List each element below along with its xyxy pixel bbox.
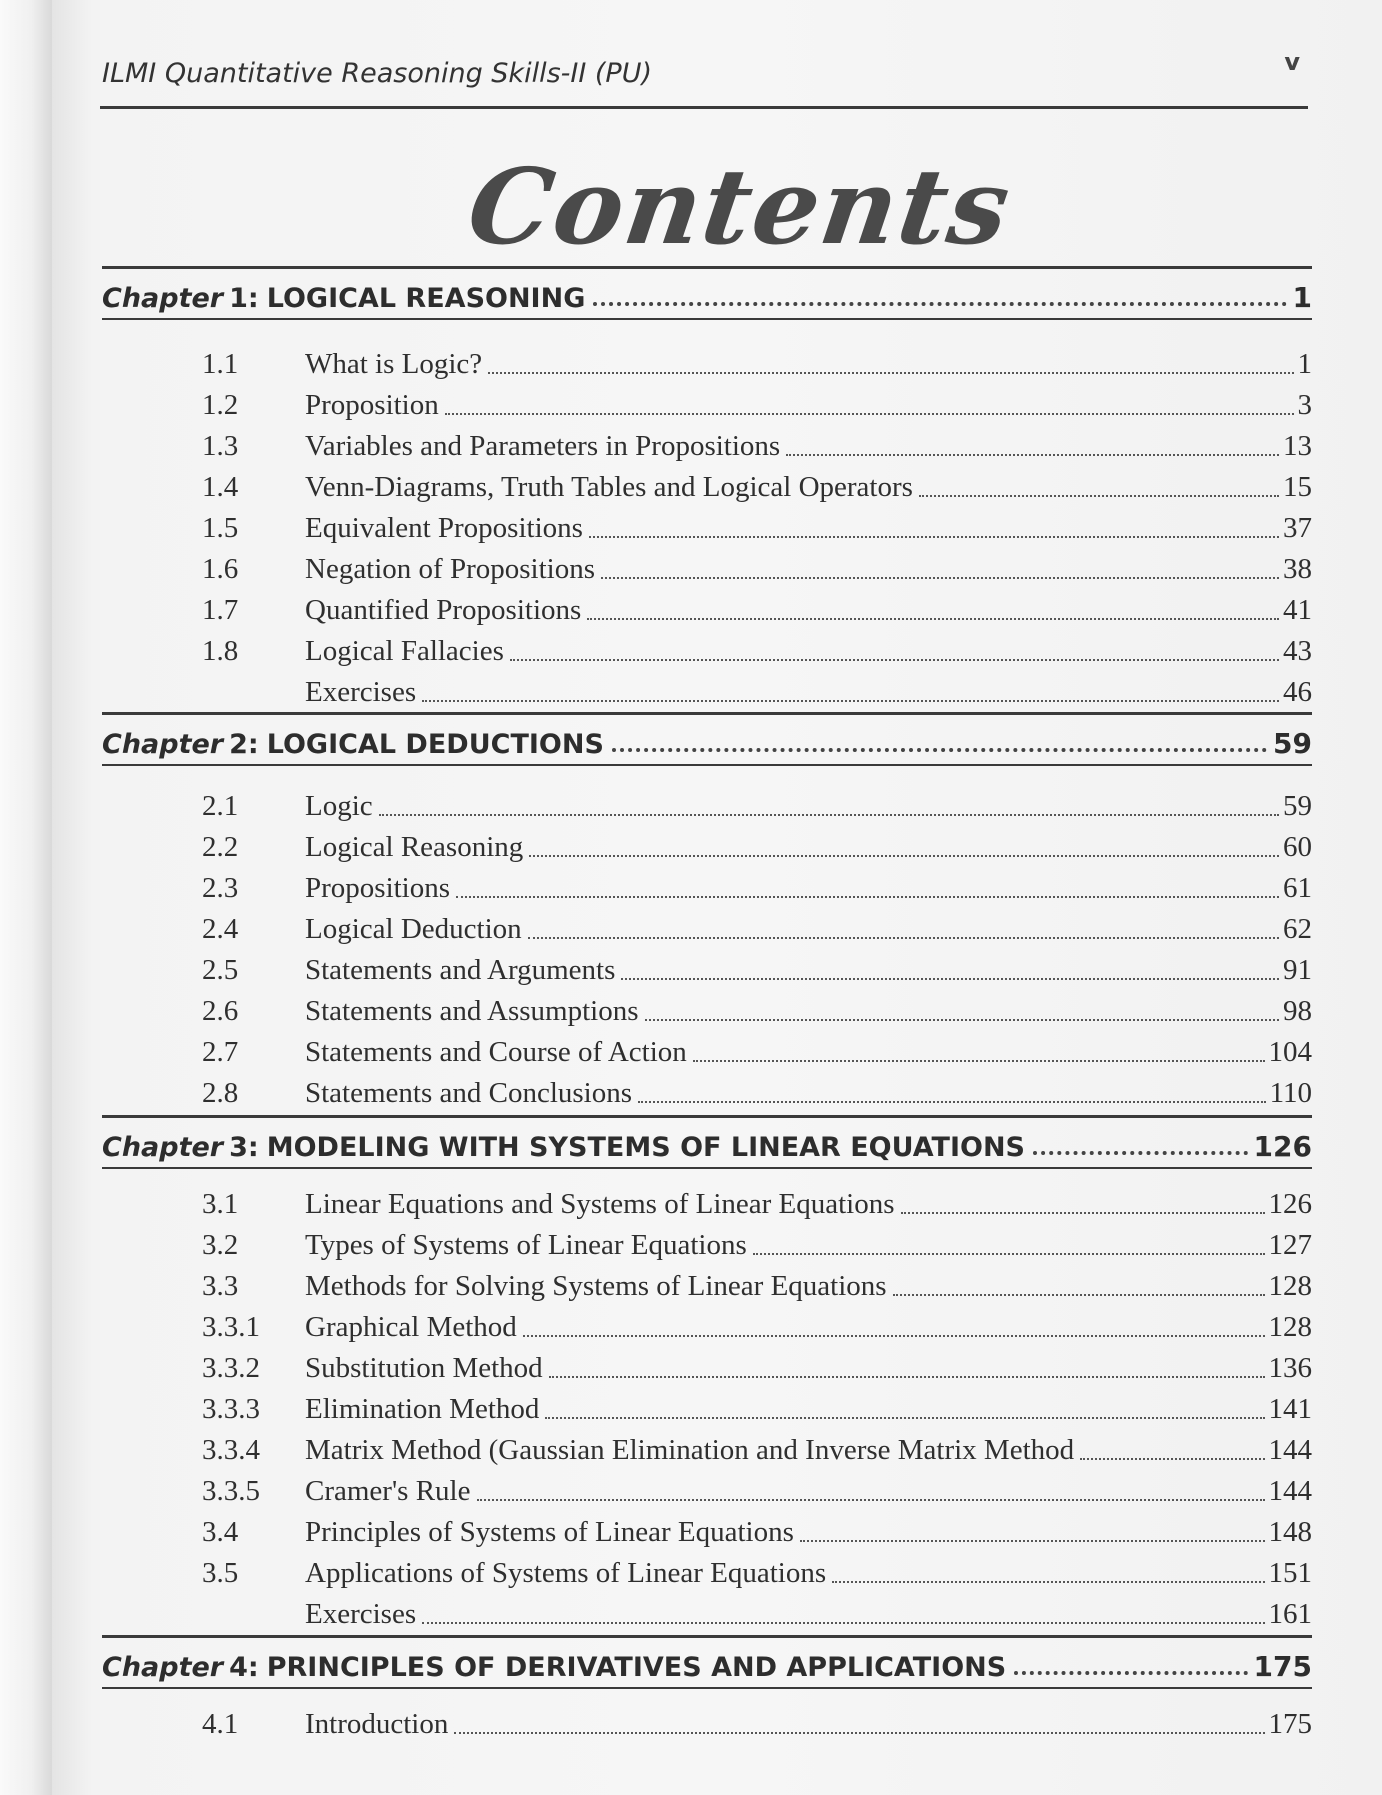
entry-title: Statements and Conclusions [305,1077,633,1109]
entry-page: 110 [1269,1077,1312,1109]
dot-leader [422,700,1279,702]
dot-leader [919,495,1279,497]
entry-page: 151 [1268,1557,1312,1589]
chapter-number: 4: [229,1652,259,1683]
toc-entry [202,946,1312,987]
dot-leader [601,577,1279,579]
chapter-title: PRINCIPLES OF DERIVATIVES AND APPLICATIONS [266,1652,1007,1683]
toc-entry [202,586,1312,627]
chapter-heading-1 [102,266,1312,320]
entry-page: 148 [1268,1516,1312,1548]
entry-number: 2.2 [202,831,239,863]
chapter-page: 175 [1253,1650,1312,1683]
toc-entry [202,1344,1312,1385]
dot-leader [612,748,1267,752]
chapter-number: 2: [229,729,259,760]
toc-entry [202,1467,1312,1508]
toc-entry [202,627,1312,668]
book-title: ILMI Quantitative Reasoning Skills-II (PU) [102,58,653,89]
entry-number: 3.3.4 [202,1434,260,1466]
entry-title: Introduction [305,1708,449,1740]
chapter-label: Chapter [102,1652,224,1683]
entry-number: 2.1 [202,790,239,822]
toc-entry [202,1303,1312,1344]
entry-number: 3.3.1 [202,1311,260,1343]
entry-page: 46 [1283,676,1312,708]
entry-title: Statements and Course of Action [305,1036,687,1068]
entry-number: 3.3.3 [202,1393,260,1425]
entry-page: 141 [1268,1393,1312,1425]
entry-title: Exercises [305,1598,417,1630]
toc-entry [202,1180,1312,1221]
dot-leader [621,978,1279,980]
entry-title: Principles of Systems of Linear Equations [305,1516,794,1548]
toc-entry [202,1385,1312,1426]
entry-number: 2.4 [202,913,239,945]
entry-page: 37 [1283,512,1312,544]
chapter-heading-2 [102,712,1312,766]
toc-entry [202,1069,1312,1110]
chapter-label: Chapter [102,729,224,760]
entry-title: Linear Equations and Systems of Linear Equations [305,1188,895,1220]
entry-page: 104 [1268,1036,1312,1068]
entry-page: 126 [1268,1188,1312,1220]
entry-number: 2.8 [202,1077,239,1109]
entry-page: 128 [1268,1270,1312,1302]
toc-entry [202,1508,1312,1549]
entry-number: 1.7 [202,594,239,626]
entry-number: 3.3.5 [202,1475,260,1507]
chapter-title: LOGICAL DEDUCTIONS [266,729,604,760]
dot-leader [422,1622,1264,1624]
dot-leader [1033,1151,1248,1155]
entry-number: 3.5 [202,1557,239,1589]
dot-leader [1014,1671,1247,1675]
entry-page: 59 [1283,790,1312,822]
entry-page: 91 [1283,954,1312,986]
entry-title: Venn-Diagrams, Truth Tables and Logical Operators [305,471,913,503]
entry-number: 2.7 [202,1036,239,1068]
dot-leader [445,413,1294,415]
entry-title: Cramer's Rule [305,1475,471,1507]
entry-number: 3.3 [202,1270,239,1302]
chapter-label: Chapter [102,1132,224,1163]
toc-entry [202,1028,1312,1069]
toc-entry [202,1426,1312,1467]
entry-title: Propositions [305,872,451,904]
chapter-title: LOGICAL REASONING [266,283,586,314]
toc-entry [202,782,1312,823]
entry-title: Matrix Method (Gaussian Elimination and Inverse Matrix Method [305,1434,1075,1466]
entry-page: 175 [1268,1708,1312,1740]
entry-title: Logical Fallacies [305,635,504,667]
entry-page: 144 [1268,1434,1312,1466]
toc-entry [202,668,1312,709]
entry-title: Exercises [305,676,417,708]
chapter-number: 1: [229,283,259,314]
entry-number: 2.3 [202,872,239,904]
dot-leader [693,1060,1265,1062]
toc-entry [202,864,1312,905]
entry-title: Quantified Propositions [305,594,582,626]
entry-page: 98 [1283,995,1312,1027]
entry-title: What is Logic? [305,348,483,380]
entry-title: Logic [305,790,373,822]
entry-title: Logical Reasoning [305,831,524,863]
entry-number: 2.6 [202,995,239,1027]
entry-title: Methods for Solving Systems of Linear Equations [305,1270,887,1302]
entry-page: 161 [1268,1598,1312,1630]
chapter-page: 1 [1292,281,1312,314]
entry-number: 2.5 [202,954,239,986]
entry-number: 1.5 [202,512,239,544]
entry-page: 62 [1283,913,1312,945]
dot-leader [488,372,1293,374]
chapter-number: 3: [229,1132,259,1163]
dot-leader [545,1417,1264,1419]
entry-number: 3.2 [202,1229,239,1261]
dot-leader [549,1376,1265,1378]
entry-title: Statements and Assumptions [305,995,639,1027]
toc-entry [202,545,1312,586]
entry-page: 60 [1283,831,1312,863]
chapter-heading-4 [102,1635,1312,1689]
entry-page: 43 [1283,635,1312,667]
entry-page: 144 [1268,1475,1312,1507]
entry-title: Types of Systems of Linear Equations [305,1229,747,1261]
chapter-label: Chapter [102,283,224,314]
toc-entry [202,504,1312,545]
chapter-page: 59 [1273,727,1312,760]
toc-entry [202,1549,1312,1590]
entry-number: 1.6 [202,553,239,585]
dot-leader [510,659,1279,661]
dot-leader [832,1581,1264,1583]
entry-page: 1 [1297,348,1312,380]
entry-page: 13 [1283,430,1312,462]
entry-title: Elimination Method [305,1393,540,1425]
dot-leader [523,1335,1265,1337]
dot-leader [454,1732,1264,1734]
entry-number: 1.2 [202,389,239,421]
dot-leader [529,855,1279,857]
toc-entry [202,987,1312,1028]
chapter-title: MODELING WITH SYSTEMS OF LINEAR EQUATIONS [266,1132,1025,1163]
toc-entry [202,1221,1312,1262]
toc-entry [202,422,1312,463]
chapter-heading-3 [102,1115,1312,1169]
entry-number: 1.8 [202,635,239,667]
entry-title: Graphical Method [305,1311,517,1343]
dot-leader [587,618,1279,620]
dot-leader [379,814,1279,816]
dot-leader [901,1212,1265,1214]
entry-number: 3.4 [202,1516,239,1548]
entry-page: 3 [1297,389,1312,421]
toc-entry [202,905,1312,946]
dot-leader [893,1294,1265,1296]
entry-number: 4.1 [202,1708,239,1740]
page-number: v [1284,48,1300,76]
running-header [100,48,1308,109]
entry-number: 3.3.2 [202,1352,260,1384]
dot-leader [477,1499,1265,1501]
entry-title: Logical Deduction [305,913,522,945]
toc-entry [202,1262,1312,1303]
entry-number: 1.4 [202,471,239,503]
entry-title: Statements and Arguments [305,954,616,986]
chapter-page: 126 [1253,1130,1312,1163]
dot-leader [1080,1458,1264,1460]
toc-entry [202,1700,1312,1741]
entry-page: 128 [1268,1311,1312,1343]
toc-entry [202,823,1312,864]
entry-title: Substitution Method [305,1352,543,1384]
entry-title: Applications of Systems of Linear Equations [305,1557,827,1589]
dot-leader [800,1540,1265,1542]
dot-leader [528,937,1279,939]
dot-leader [589,536,1279,538]
contents-heading: Contents [461,145,1019,268]
entry-number: 3.1 [202,1188,239,1220]
entry-title: Equivalent Propositions [305,512,583,544]
entry-page: 41 [1283,594,1312,626]
entry-number: 1.1 [202,348,239,380]
dot-leader [645,1019,1280,1021]
entry-page: 15 [1283,471,1312,503]
page-gutter [0,0,52,1795]
toc-entry [202,1590,1312,1631]
dot-leader [456,896,1279,898]
dot-leader [753,1253,1265,1255]
entry-page: 61 [1283,872,1312,904]
toc-entry [202,340,1312,381]
dot-leader [593,302,1286,306]
entry-page: 127 [1268,1229,1312,1261]
entry-title: Proposition [305,389,439,421]
dot-leader [786,454,1279,456]
entry-number: 1.3 [202,430,239,462]
entry-page: 38 [1283,553,1312,585]
toc-entry [202,463,1312,504]
entry-page: 136 [1268,1352,1312,1384]
dot-leader [638,1101,1266,1103]
entry-title: Variables and Parameters in Propositions [305,430,781,462]
entry-title: Negation of Propositions [305,553,595,585]
toc-entry [202,381,1312,422]
